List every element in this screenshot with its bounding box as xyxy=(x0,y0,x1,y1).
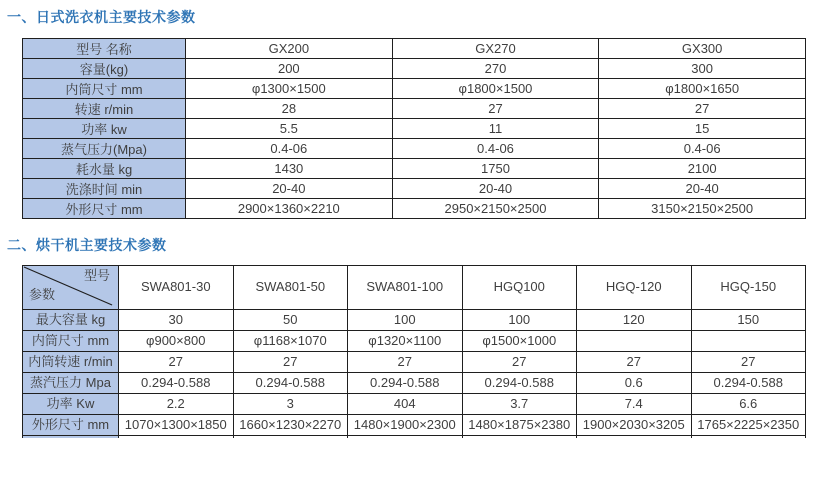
value-cell: 1660×1230×2270 xyxy=(233,415,348,436)
row-label: 型号 名称 xyxy=(23,39,186,59)
table-row xyxy=(23,331,806,352)
value-cell: 1900×2030×3205 xyxy=(577,415,692,436)
corner-label-model: 型号 xyxy=(83,268,110,283)
row-label: 功率 kw xyxy=(23,119,186,139)
value-cell: 2900×1360×2210 xyxy=(186,199,393,219)
value-cell: φ1500×1000 xyxy=(462,331,577,352)
row-label: 蒸气压力(Mpa) xyxy=(23,139,186,159)
value-cell: 3 xyxy=(233,394,348,415)
value-cell: 20-40 xyxy=(392,179,599,199)
value-cell: 0.294-0.588 xyxy=(233,373,348,394)
model-header: SWA801-50 xyxy=(233,266,348,310)
value-cell: 100 xyxy=(462,310,577,331)
value-cell: 27 xyxy=(577,352,692,373)
value-cell: 27 xyxy=(462,352,577,373)
value-cell xyxy=(691,436,806,439)
value-cell: 100 xyxy=(348,310,463,331)
value-cell: 7.4 xyxy=(577,394,692,415)
value-cell: 0.6 xyxy=(577,373,692,394)
diagonal-corner-cell xyxy=(23,266,119,310)
value-cell: 0.294-0.588 xyxy=(119,373,234,394)
value-cell: 300 xyxy=(599,59,806,79)
value-cell: 0.4-06 xyxy=(599,139,806,159)
value-cell xyxy=(577,331,692,352)
section2-heading: 二、烘干机主要技术参数 xyxy=(7,237,167,253)
table-row xyxy=(23,159,806,179)
value-cell: 28 xyxy=(186,99,393,119)
value-cell: 404 xyxy=(348,394,463,415)
value-cell: 15 xyxy=(599,119,806,139)
section1-heading: 一、日式洗衣机主要技术参数 xyxy=(7,9,196,25)
table-row xyxy=(23,373,806,394)
value-cell: 0.4-06 xyxy=(186,139,393,159)
value-cell: 20-40 xyxy=(186,179,393,199)
model-header: GX270 xyxy=(392,39,599,59)
model-header: SWA801-30 xyxy=(119,266,234,310)
model-header: SWA801-100 xyxy=(348,266,463,310)
table-row xyxy=(23,415,806,436)
row-label: 内筒转速 r/min xyxy=(23,352,119,373)
table-row xyxy=(23,39,806,59)
value-cell xyxy=(462,436,577,439)
table-row xyxy=(23,59,806,79)
value-cell: 27 xyxy=(233,352,348,373)
value-cell: 1480×1900×2300 xyxy=(348,415,463,436)
table-row xyxy=(23,394,806,415)
value-cell: 2100 xyxy=(599,159,806,179)
value-cell: φ1800×1500 xyxy=(392,79,599,99)
table-row xyxy=(23,79,806,99)
value-cell: 5.5 xyxy=(186,119,393,139)
value-cell: 1480×1875×2380 xyxy=(462,415,577,436)
value-cell: 27 xyxy=(691,352,806,373)
row-label xyxy=(23,436,119,439)
value-cell: 6.6 xyxy=(691,394,806,415)
value-cell: 120 xyxy=(577,310,692,331)
model-header: HGQ100 xyxy=(462,266,577,310)
value-cell xyxy=(233,436,348,439)
table-row xyxy=(23,99,806,119)
row-label: 洗涤时间 min xyxy=(23,179,186,199)
value-cell: φ1800×1650 xyxy=(599,79,806,99)
washer-params-table xyxy=(22,38,806,219)
row-label: 耗水量 kg xyxy=(23,159,186,179)
table-row xyxy=(23,199,806,219)
value-cell: 0.294-0.588 xyxy=(462,373,577,394)
value-cell: 2.2 xyxy=(119,394,234,415)
table-row xyxy=(23,352,806,373)
value-cell: 1430 xyxy=(186,159,393,179)
value-cell: 2950×2150×2500 xyxy=(392,199,599,219)
value-cell: 1070×1300×1850 xyxy=(119,415,234,436)
value-cell: φ900×800 xyxy=(119,331,234,352)
table-header-row xyxy=(23,266,806,310)
value-cell: 27 xyxy=(119,352,234,373)
value-cell: 0.294-0.588 xyxy=(691,373,806,394)
value-cell: φ1168×1070 xyxy=(233,331,348,352)
value-cell: 50 xyxy=(233,310,348,331)
value-cell: φ1300×1500 xyxy=(186,79,393,99)
value-cell: 1765×2225×2350 xyxy=(691,415,806,436)
value-cell: 27 xyxy=(348,352,463,373)
dryer-params-table xyxy=(22,265,806,438)
corner-label-param: 参数 xyxy=(29,287,56,303)
value-cell: 270 xyxy=(392,59,599,79)
row-label: 最大容量 kg xyxy=(23,310,119,331)
table-row xyxy=(23,119,806,139)
value-cell xyxy=(119,436,234,439)
value-cell: 0.294-0.588 xyxy=(348,373,463,394)
row-label: 内筒尺寸 mm xyxy=(23,331,119,352)
row-label: 外形尺寸 mm xyxy=(23,415,119,436)
value-cell xyxy=(691,331,806,352)
row-label: 蒸汽压力 Mpa xyxy=(23,373,119,394)
row-label: 容量(kg) xyxy=(23,59,186,79)
value-cell: 0.4-06 xyxy=(392,139,599,159)
row-label: 功率 Kw xyxy=(23,394,119,415)
value-cell: 1750 xyxy=(392,159,599,179)
model-header: GX300 xyxy=(599,39,806,59)
value-cell: 11 xyxy=(392,119,599,139)
clipped-partial-row xyxy=(23,436,806,439)
value-cell: 150 xyxy=(691,310,806,331)
table-row xyxy=(23,310,806,331)
model-header: HGQ-120 xyxy=(577,266,692,310)
row-label: 外形尺寸 mm xyxy=(23,199,186,219)
table-row xyxy=(23,179,806,199)
value-cell xyxy=(577,436,692,439)
value-cell: 20-40 xyxy=(599,179,806,199)
value-cell: 27 xyxy=(392,99,599,119)
value-cell: 27 xyxy=(599,99,806,119)
row-label: 转速 r/min xyxy=(23,99,186,119)
table-row xyxy=(23,139,806,159)
value-cell: 30 xyxy=(119,310,234,331)
value-cell: 3150×2150×2500 xyxy=(599,199,806,219)
model-header: HGQ-150 xyxy=(691,266,806,310)
value-cell: φ1320×1100 xyxy=(348,331,463,352)
model-header: GX200 xyxy=(186,39,393,59)
value-cell xyxy=(348,436,463,439)
value-cell: 3.7 xyxy=(462,394,577,415)
row-label: 内筒尺寸 mm xyxy=(23,79,186,99)
value-cell: 200 xyxy=(186,59,393,79)
